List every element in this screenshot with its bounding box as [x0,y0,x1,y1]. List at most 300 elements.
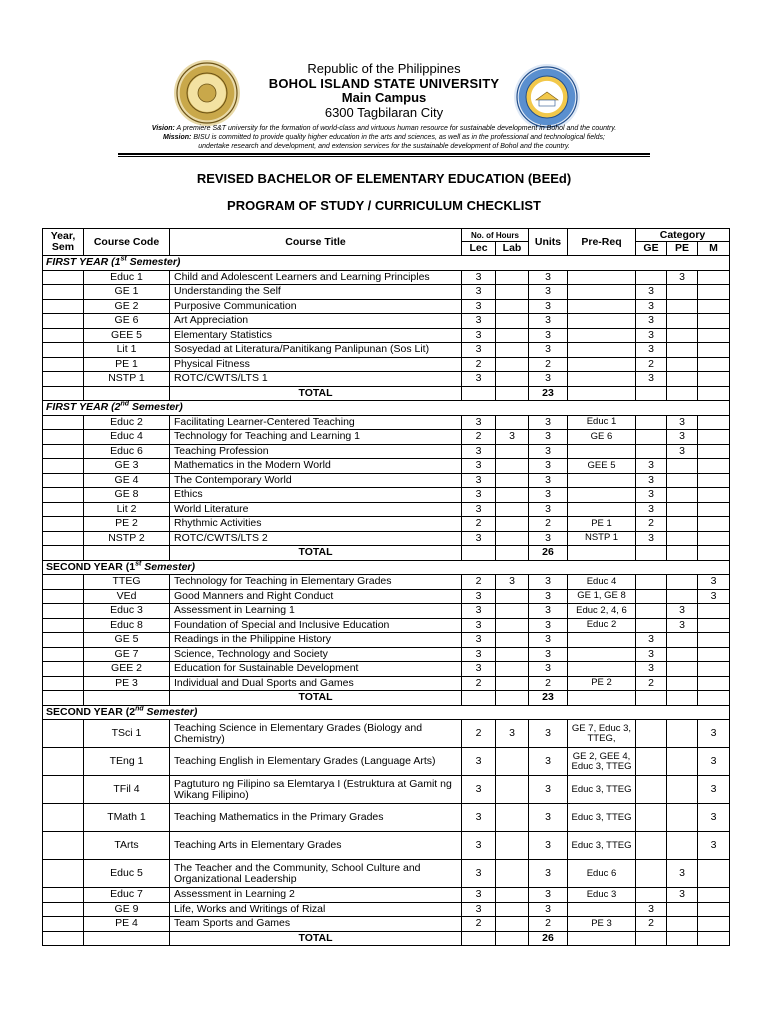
semester-header-row [43,256,730,271]
cell-lec: 3 [462,662,496,677]
cell-ge: 2 [636,917,667,932]
cell-ge [636,748,667,776]
cell-title: Individual and Dual Sports and Games [170,676,462,691]
cell-prereq: PE 3 [568,917,636,932]
cell-units: 3 [529,328,568,343]
cell-code: NSTP 2 [84,531,170,546]
cell-units: 3 [529,633,568,648]
cell-year [43,531,84,546]
cell-empty [667,931,698,946]
cell-code: Educ 4 [84,430,170,445]
cell-code: GEE 5 [84,328,170,343]
cell-pe [667,473,698,488]
cell-lab [496,860,529,888]
cell-lab [496,748,529,776]
cell-title: Education for Sustainable Development [170,662,462,677]
cell-lab [496,357,529,372]
cell-year [43,720,84,748]
cell-units: 3 [529,343,568,358]
cell-m [698,517,730,532]
cell-lab [496,502,529,517]
cell-year [43,633,84,648]
cell-code: VEd [84,589,170,604]
cell-empty [698,931,730,946]
total-label: TOTAL [170,386,462,401]
cell-lab [496,832,529,860]
cell-ge [636,589,667,604]
cell-pe [667,372,698,387]
cell-lec: 3 [462,589,496,604]
cell-m [698,618,730,633]
cell-code: PE 1 [84,357,170,372]
cell-units: 3 [529,459,568,474]
cell-code: GE 4 [84,473,170,488]
cell-units: 3 [529,473,568,488]
col-m: M [698,242,730,256]
header-divider-thin [118,156,650,157]
col-prereq: Pre-Req [568,229,636,256]
cell-year [43,502,84,517]
cell-code: GE 6 [84,314,170,329]
cell-ge: 3 [636,343,667,358]
cell-lec: 3 [462,531,496,546]
total-row [43,386,730,401]
course-row [43,860,730,888]
cell-lab [496,517,529,532]
city-line: 6300 Tagbilaran City [324,105,444,120]
cell-title: Art Appreciation [170,314,462,329]
cell-title: Rhythmic Activities [170,517,462,532]
course-row [43,357,730,372]
cell-title: Physical Fitness [170,357,462,372]
cell-ge: 3 [636,314,667,329]
col-ge: GE [636,242,667,256]
semester-header-row [43,560,730,575]
campus-name: Main Campus [341,90,427,105]
course-row [43,618,730,633]
total-units: 26 [529,931,568,946]
cell-ge: 3 [636,488,667,503]
cell-ge [636,604,667,619]
cell-pe [667,575,698,590]
cell-units: 3 [529,285,568,300]
cell-ge: 3 [636,459,667,474]
cell-empty [568,691,636,706]
cell-empty [84,691,170,706]
cell-pe [667,917,698,932]
cell-empty [462,386,496,401]
cell-title: Readings in the Philippine History [170,633,462,648]
cell-empty [43,386,84,401]
cell-code: GE 5 [84,633,170,648]
cell-lec: 2 [462,917,496,932]
cell-year [43,589,84,604]
cell-prereq: Educ 2, 4, 6 [568,604,636,619]
cell-m [698,647,730,662]
cell-lec: 2 [462,676,496,691]
cell-pe [667,285,698,300]
cell-title: Life, Works and Writings of Rizal [170,902,462,917]
col-lab: Lab [496,242,529,256]
cell-year [43,804,84,832]
cell-m [698,888,730,903]
cell-lab [496,676,529,691]
cell-lab [496,459,529,474]
cell-lec: 3 [462,372,496,387]
total-row [43,931,730,946]
cell-code: TSci 1 [84,720,170,748]
cell-ge: 2 [636,357,667,372]
cell-title: Child and Adolescent Learners and Learning Principles [170,270,462,285]
cell-m: 3 [698,832,730,860]
cell-lab [496,917,529,932]
cell-lec: 3 [462,647,496,662]
cell-empty [43,691,84,706]
course-row [43,488,730,503]
curriculum-body [43,256,730,946]
cell-ge [636,575,667,590]
cell-code: GEE 2 [84,662,170,677]
course-row [43,415,730,430]
cell-code: TFil 4 [84,776,170,804]
cell-title: Technology for Teaching in Elementary Grades [170,575,462,590]
cell-lab [496,415,529,430]
cell-units: 3 [529,314,568,329]
total-units: 26 [529,546,568,561]
cell-lab [496,647,529,662]
cell-empty [667,546,698,561]
cell-lab [496,328,529,343]
cell-prereq [568,357,636,372]
cell-ge [636,776,667,804]
cell-units: 2 [529,676,568,691]
col-hours: No. of Hours [462,229,529,242]
cell-year [43,902,84,917]
cell-m [698,633,730,648]
cell-prereq: PE 2 [568,676,636,691]
program-title: REVISED BACHELOR OF ELEMENTARY EDUCATION (BEEd) [196,171,572,186]
course-row [43,285,730,300]
cell-pe: 3 [667,415,698,430]
course-row [43,473,730,488]
cell-prereq: Educ 3, TTEG [568,804,636,832]
cell-units: 3 [529,444,568,459]
cell-code: GE 9 [84,902,170,917]
course-row [43,517,730,532]
cell-m [698,285,730,300]
cell-units: 3 [529,270,568,285]
cell-empty [568,546,636,561]
course-row [43,676,730,691]
cell-pe [667,902,698,917]
cell-ge: 3 [636,328,667,343]
curriculum-table [42,228,730,946]
cell-code: GE 1 [84,285,170,300]
cell-lec: 3 [462,473,496,488]
cell-pe [667,299,698,314]
cell-title: Assessment in Learning 2 [170,888,462,903]
course-row [43,647,730,662]
cell-units: 3 [529,502,568,517]
cell-year [43,270,84,285]
cell-ge: 3 [636,299,667,314]
cell-prereq [568,299,636,314]
cell-pe [667,343,698,358]
cell-year [43,860,84,888]
cell-lec: 3 [462,502,496,517]
cell-m [698,459,730,474]
cell-year [43,372,84,387]
cell-ge: 3 [636,902,667,917]
cell-empty [462,691,496,706]
cell-title: World Literature [170,502,462,517]
cell-empty [568,931,636,946]
cell-lec: 3 [462,415,496,430]
republic-line: Republic of the Philippines [307,61,461,76]
cell-units: 3 [529,430,568,445]
cell-lec: 3 [462,328,496,343]
cell-ge: 3 [636,502,667,517]
cell-pe: 3 [667,430,698,445]
cell-m [698,299,730,314]
course-row [43,502,730,517]
course-row [43,662,730,677]
cell-lec: 3 [462,444,496,459]
cell-code: GE 3 [84,459,170,474]
course-row [43,720,730,748]
cell-prereq: Educ 3 [568,888,636,903]
cell-m [698,860,730,888]
cell-prereq: Educ 1 [568,415,636,430]
cell-pe [667,776,698,804]
cell-lec: 2 [462,357,496,372]
cell-prereq: GEE 5 [568,459,636,474]
col-year-sem: Year, Sem [43,229,84,256]
cell-code: Educ 8 [84,618,170,633]
cell-lec: 3 [462,285,496,300]
col-lec: Lec [462,242,496,256]
cell-prereq [568,314,636,329]
cell-m [698,502,730,517]
cell-prereq: Educ 3, TTEG [568,776,636,804]
cell-m: 3 [698,575,730,590]
cell-year [43,357,84,372]
cell-empty [636,931,667,946]
course-row [43,604,730,619]
cell-year [43,343,84,358]
cell-empty [636,691,667,706]
cell-empty [636,386,667,401]
cell-lec: 3 [462,343,496,358]
cell-pe: 3 [667,270,698,285]
course-row [43,343,730,358]
total-row [43,691,730,706]
cell-title: Team Sports and Games [170,917,462,932]
cell-units: 3 [529,415,568,430]
cell-code: Lit 1 [84,343,170,358]
cell-title: Facilitating Learner-Centered Teaching [170,415,462,430]
cell-pe: 3 [667,888,698,903]
cell-title: Teaching English in Elementary Grades (Language Arts) [170,748,462,776]
cell-ge [636,618,667,633]
cell-pe [667,502,698,517]
cell-year [43,473,84,488]
cell-m: 3 [698,776,730,804]
cell-prereq [568,473,636,488]
course-row [43,531,730,546]
cell-units: 3 [529,860,568,888]
cell-m: 3 [698,720,730,748]
cell-code: PE 3 [84,676,170,691]
course-row [43,328,730,343]
cell-m [698,662,730,677]
cell-prereq [568,270,636,285]
cell-pe [667,357,698,372]
cell-lab [496,488,529,503]
cell-units: 2 [529,517,568,532]
cell-m: 3 [698,748,730,776]
cell-empty [43,931,84,946]
cell-year [43,517,84,532]
cell-prereq: GE 7, Educ 3, TTEG, [568,720,636,748]
cell-code: Educ 1 [84,270,170,285]
cell-prereq: Educ 3, TTEG [568,832,636,860]
cell-m [698,270,730,285]
cell-units: 3 [529,720,568,748]
course-row [43,902,730,917]
cell-lab [496,633,529,648]
cell-lab [496,804,529,832]
cell-ge [636,270,667,285]
cell-pe [667,459,698,474]
cell-pe: 3 [667,860,698,888]
cell-lab [496,888,529,903]
cell-m [698,372,730,387]
cell-year [43,676,84,691]
cell-empty [496,386,529,401]
col-units: Units [529,229,568,256]
cell-m [698,488,730,503]
cell-m [698,415,730,430]
cell-empty [698,386,730,401]
cell-empty [568,386,636,401]
cell-lab [496,299,529,314]
cell-ge [636,720,667,748]
cell-m [698,314,730,329]
cell-year [43,776,84,804]
cell-lec: 3 [462,488,496,503]
cell-title: The Teacher and the Community, School Culture and Organizational Leadership [170,860,462,888]
cell-units: 3 [529,804,568,832]
cell-year [43,604,84,619]
cell-m [698,917,730,932]
course-row [43,832,730,860]
cell-lab [496,270,529,285]
cell-title: Teaching Profession [170,444,462,459]
cell-lab [496,604,529,619]
cell-year [43,647,84,662]
cell-year [43,832,84,860]
cell-lec: 3 [462,902,496,917]
cell-prereq: GE 6 [568,430,636,445]
total-label: TOTAL [170,931,462,946]
cell-lec: 3 [462,618,496,633]
cell-prereq [568,372,636,387]
cell-m [698,328,730,343]
cell-empty [667,386,698,401]
cell-empty [84,931,170,946]
cell-empty [496,546,529,561]
course-row [43,776,730,804]
course-row [43,633,730,648]
col-category: Category [636,229,730,242]
course-row [43,917,730,932]
cell-year [43,459,84,474]
course-row [43,314,730,329]
cell-lec: 3 [462,314,496,329]
col-course-code: Course Code [84,229,170,256]
cell-title: Foundation of Special and Inclusive Education [170,618,462,633]
cell-pe [667,531,698,546]
cell-prereq: NSTP 1 [568,531,636,546]
cell-lec: 2 [462,517,496,532]
cell-lec: 3 [462,776,496,804]
cell-m [698,676,730,691]
cell-year [43,328,84,343]
cell-pe: 3 [667,444,698,459]
col-pe: PE [667,242,698,256]
cell-lab: 3 [496,430,529,445]
cell-year [43,314,84,329]
cell-units: 3 [529,372,568,387]
cell-units: 2 [529,357,568,372]
cell-ge [636,415,667,430]
cell-code: GE 8 [84,488,170,503]
cell-pe [667,748,698,776]
cell-code: TEng 1 [84,748,170,776]
cell-year [43,285,84,300]
total-label: TOTAL [170,546,462,561]
university-name: BOHOL ISLAND STATE UNIVERSITY [268,76,500,91]
cell-ge [636,860,667,888]
cell-year [43,488,84,503]
course-row [43,299,730,314]
cell-title: The Contemporary World [170,473,462,488]
semester-label: SECOND YEAR (1st Semester) [43,560,730,575]
cell-title: Ethics [170,488,462,503]
semester-label: FIRST YEAR (2nd Semester) [43,401,730,416]
semester-header-row [43,705,730,720]
cell-prereq: PE 1 [568,517,636,532]
cell-lec: 3 [462,748,496,776]
cell-empty [496,691,529,706]
cell-ge [636,832,667,860]
course-row [43,888,730,903]
cell-lec: 2 [462,430,496,445]
cell-pe [667,662,698,677]
cell-m [698,604,730,619]
cell-year [43,917,84,932]
cell-m [698,444,730,459]
cell-title: Understanding the Self [170,285,462,300]
cell-title: Pagtuturo ng Filipino sa Elemtarya I (Estruktura at Gamit ng Wikang Filipino) [170,776,462,804]
cell-empty [496,931,529,946]
cell-year [43,415,84,430]
cell-code: GE 7 [84,647,170,662]
cell-m [698,357,730,372]
cell-lab [496,285,529,300]
cell-lab [496,776,529,804]
